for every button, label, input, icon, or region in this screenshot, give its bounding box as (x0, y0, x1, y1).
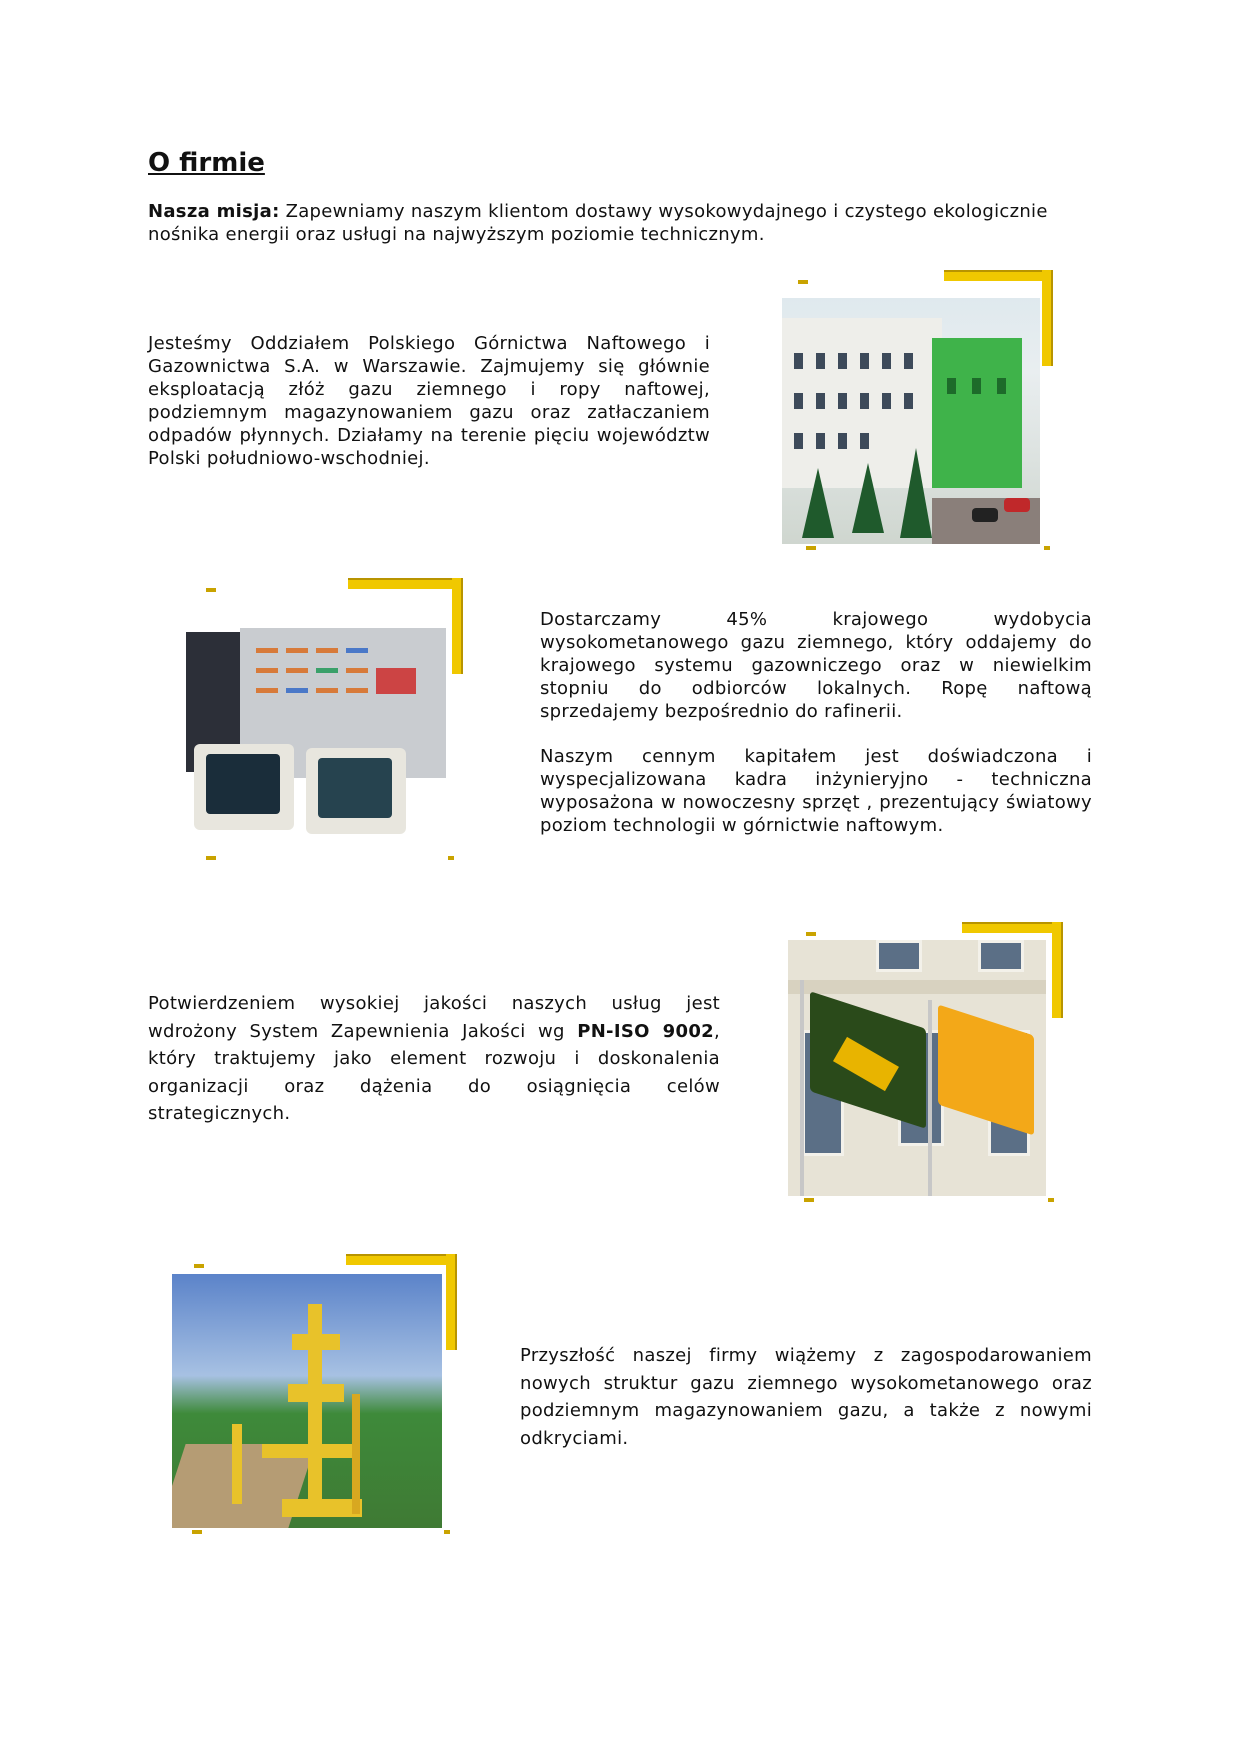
iso-standard: PN-ISO 9002 (577, 1020, 714, 1042)
paragraph-company-intro: Jesteśmy Oddziałem Polskiego Górnictwa Naftowego i Gazownictwa S.A. w Warszawie. Zajmujemy się głównie eksploatacją złóż gazu ziemnego i ropy naftowej, podziemnym magazynowaniem gazu oraz zatłaczaniem odpadów płynnych. Działamy na terenie pięciu województw Polski południowo-wschodniej. (148, 333, 710, 469)
quality-text-end: , który traktujemy jako element rozwoju i doskonalenia organizacji oraz dążenia do osiągnięcia celów strategicznych. (148, 1020, 720, 1124)
paragraph-gas-supply: Dostarczamy 45% krajowego wydobycia wysokometanowego gazu ziemnego, który oddajemy do krajowego systemu gazowniczego oraz w niewielkim stopniu do odbiorców lokalnych. Ropę naftową sprzedajemy bezpośrednio do rafinerii. (540, 609, 1092, 722)
paragraph-quality (148, 990, 720, 1128)
page-title: O firmie (148, 148, 265, 178)
flags-photo (788, 940, 1046, 1196)
control-room-photo-frame (186, 578, 470, 862)
mission-label: Nasza misja: (148, 201, 280, 222)
building-photo-frame (772, 270, 1058, 552)
quality-text-start: Potwierdzeniem wysokiej jakości naszych usług jest wdrożony System Zapewnienia Jakości wg (148, 993, 720, 1042)
wellhead-photo (172, 1274, 442, 1528)
mission-statement (148, 200, 1068, 246)
flags-photo-frame (786, 922, 1068, 1204)
control-room-photo (186, 608, 446, 854)
mission-text: Zapewniamy naszym klientom dostawy wysokowydajnego i czystego ekologicznie nośnika energii oraz usługi na najwyższym poziomie technicznym. (148, 201, 1048, 245)
paragraph-future: Przyszłość naszej firmy wiążemy z zagospodarowaniem nowych struktur gazu ziemnego wysokometanowego oraz podziemnym magazynowaniem gazu, a także z nowymi odkryciami. (520, 1345, 1092, 1449)
paragraph-staff: Naszym cennym kapitałem jest doświadczona i wyspecjalizowana kadra inżynieryjno - techniczna wyposażona w nowoczesny sprzęt , prezentujący światowy poziom technologii w górnictwie naftowym. (540, 746, 1092, 836)
wellhead-photo-frame (170, 1254, 464, 1538)
building-photo (782, 298, 1040, 544)
